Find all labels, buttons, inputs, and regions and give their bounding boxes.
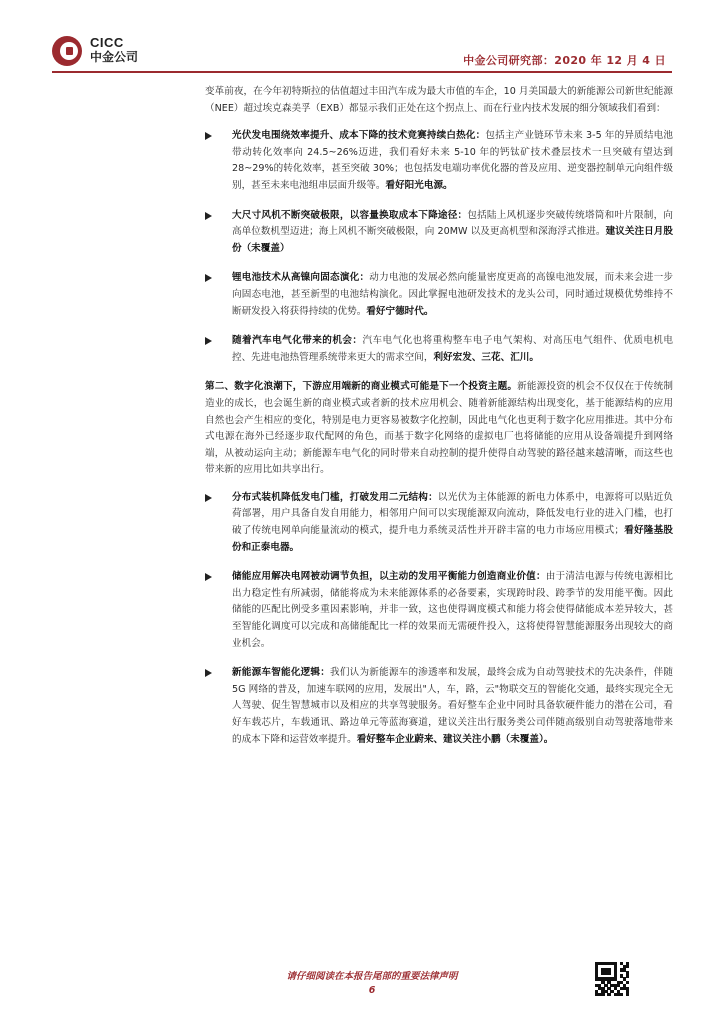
cicc-logo (52, 36, 172, 70)
bullet-heading: 分布式装机降低发电门槛，打破发用二元结构： (232, 491, 438, 503)
triangle-bullet-icon (205, 212, 212, 220)
bullet-text: 包括主产业链环节未来 3-5 年的异质结电池带动转化效率向 24.5~26%迈进，我们看好未来 5-10 年的钙钛矿技术叠层技术一旦突破有望达到 28~29%的转化效率，甚至突破 30%；也包括发电端功率优化器的普及应用、逆变器控制单元向组件级别，甚至未来电池组串层面升级等。 (232, 130, 673, 191)
bullet-heading: 随着汽车电气化带来的机会： (232, 335, 363, 347)
triangle-bullet-icon (205, 669, 212, 677)
section2-heading: 第二、数字化浪潮下，下游应用端新的商业模式可能是下一个投资主题。 (205, 381, 518, 393)
bullet-item (205, 569, 673, 652)
bullet-heading: 光伏发电围绕效率提升、成本下降的技术竞赛持续白热化： (232, 130, 486, 142)
bullet-text: 包括陆上风机逐步突破传统塔筒和叶片限制，向高单位数机型迈进；海上风机不断突破极限，向 20MW 以及更高机型和深海浮式推进。 (232, 209, 673, 238)
bullet-recommendation: 建议关注日月股份（未覆盖） (232, 226, 673, 254)
logo-text (90, 36, 138, 64)
bullet-item (205, 490, 673, 556)
bullet-recommendation: 看好整车企业蔚来、建议关注小鹏（未覆盖）。 (356, 733, 554, 745)
bullet-text: 以光伏为主体能源的新电力体系中，电源将可以贴近负荷部署，用户具备自发自用能力，相邻用户间可以实现能源双向流动，降低发电行业的进入门槛，也打破了传统电网单向能量流动的模式，提升电力系统灵活性并开辟丰富的电力市场应用模式； (232, 491, 674, 537)
bullet-list-1 (205, 128, 673, 366)
bullet-item (205, 128, 673, 194)
logo-cn: 中金公司 (90, 50, 139, 64)
bullet-recommendation: 看好阳光电源。 (385, 179, 453, 191)
section2-text: 新能源投资的机会不仅仅在于传统制造业的成长，也会诞生新的商业模式或者新的技术应用机会、随着新能源结构出现变化，基于能源结构的应用自然也会产生相应的变化，特别是电力更容易被数字化控制，因此电气化也更利于数字化应用推进。其中分布式电源在海外已经逐步取代配网的角色，而基于数字化网络的虚拟电厂也将储能的应用从设备端提升到网络端，从被动运向主动；新能源车电气化的同时带来自动控制的提升使得自动驾驶的路径越来越清晰，而这些也带来新的应用比如共享出行。 (205, 381, 674, 476)
bullet-item (205, 208, 673, 258)
bullet-item (205, 665, 673, 748)
triangle-bullet-icon (205, 494, 212, 502)
logo-en: CICC (90, 35, 124, 50)
bullet-text: 汽车电气化也将重构整车电子电气架构、对高压电气组件、优质电机电控、先进电池热管理系统带来更大的需求空间， (232, 335, 674, 363)
bullet-recommendation: 看好宁德时代。 (366, 305, 434, 317)
report-body (205, 84, 673, 761)
cicc-logo-icon (52, 36, 82, 66)
legal-disclaimer: 请仔细阅读在本报告尾部的重要法律声明 (286, 971, 458, 982)
bullet-text: 动力电池的发展必然向能量密度更高的高镍电池发展，而未来会进一步向固态电池，甚至新型的电池结构演化。因此掌握电池研发技术的龙头公司，同时通过规模优势维持不断研发投入将获得持续的优势。 (232, 272, 673, 317)
header-divider (52, 71, 672, 73)
bullet-item (205, 270, 673, 320)
bullet-recommendation: 利好宏发、三花、汇川。 (433, 351, 539, 363)
page-number: 6 (368, 985, 376, 996)
bullet-item (205, 333, 673, 366)
bullet-text: 我们认为新能源车的渗透率和发展，最终会成为自动驾驶技术的先决条件，伴随 5G 网络的普及，加速车联网的应用，发展出"人，车，路，云"物联交互的智能化交通，最终实现完全无人驾驶、促生智慧城市以及相应的共享驾驶服务。看好整车企业中同时具备软硬件能力的潜在公司，看好车载芯片，车载通讯、路边单元等蓝海赛道，建议关注出行服务类公司伴随高级别自动驾驶落地带来的成本下降和运营效率提升。 (232, 667, 673, 745)
header-source-date: 中金公司研究部：2020 年 12 月 4 日 (463, 54, 666, 67)
intro-paragraph: 变革前夜，在今年初特斯拉的估值超过丰田汽车成为最大市值的车企，10 月美国最大的新能源公司新世纪能源（NEE）超过埃克森美孚（EXB）都显示我们正处在这个拐点上、而在行业内技术发展的细分领域我们看到： (205, 86, 673, 114)
triangle-bullet-icon (205, 573, 212, 581)
bullet-text: 由于清洁电源与传统电源相比出力稳定性有所减弱，储能将成为未来能源体系的必备要素，实现跨时段、跨季节的发用能平衡。因此储能的匹配比例受多重因素影响，并非一致，这也使得调度模式和能力将会使得储能成本差异较大，甚至智能化调度可以完成和高储能配比一样的效果而无需硬件投入，这将使得智慧能源服务出现较大的商业机会。 (232, 571, 673, 649)
bullet-heading: 储能应用解决电网被动调节负担，以主动的发用平衡能力创造商业价值： (232, 571, 546, 583)
bullet-recommendation: 看好隆基股份和正泰电器。 (232, 525, 674, 553)
bullet-list-2 (205, 490, 673, 748)
bullet-heading: 锂电池技术从高镍向固态演化： (232, 272, 370, 284)
triangle-bullet-icon (205, 337, 212, 345)
bullet-heading: 新能源车智能化逻辑： (232, 667, 331, 679)
bullet-heading: 大尺寸风机不断突破极限，以容量换取成本下降途径： (232, 209, 468, 221)
section2-paragraph (205, 379, 673, 479)
triangle-bullet-icon (205, 274, 212, 282)
qr-code-icon (595, 962, 629, 996)
triangle-bullet-icon (205, 132, 212, 140)
